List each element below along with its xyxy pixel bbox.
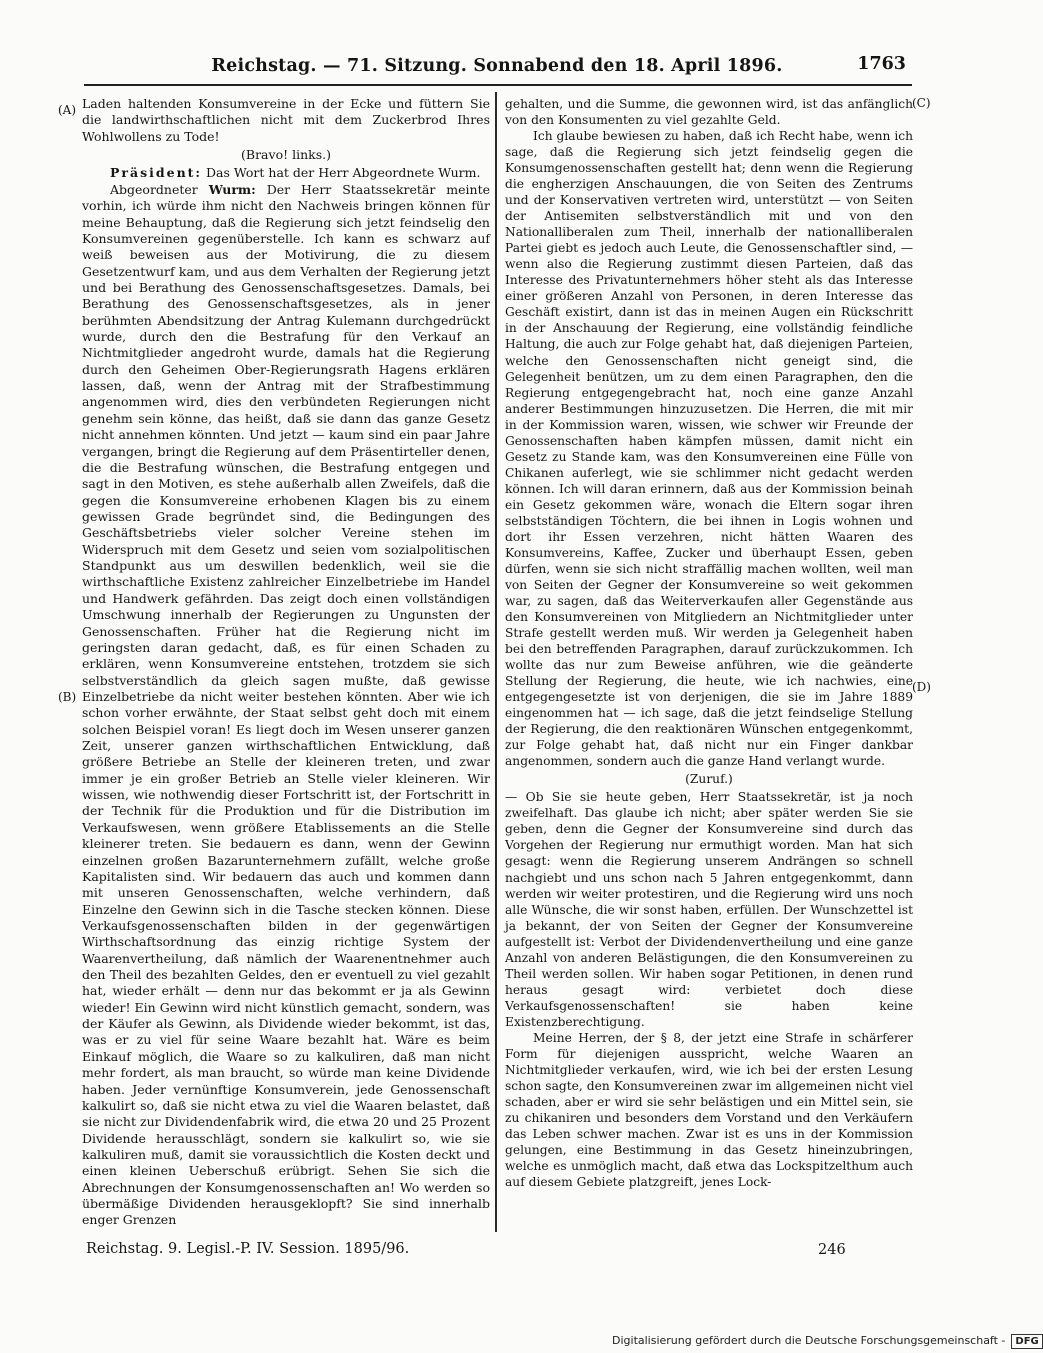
page-header — [84, 54, 910, 82]
interjection: (Zuruf.) — [685, 772, 733, 787]
margin-marker-c: (C) — [912, 96, 931, 110]
paragraph — [82, 182, 490, 1229]
footer-publication: Reichstag. 9. Legisl.-P. IV. Session. 1895/96. — [86, 1241, 410, 1257]
margin-marker-d: (D) — [912, 680, 931, 694]
column-rule — [495, 92, 497, 1232]
margin-marker-b: (B) — [58, 690, 77, 704]
right-column — [505, 96, 913, 1190]
paragraph — [82, 165, 490, 181]
paragraph: Laden haltenden Konsumvereine in der Ecke und füttern Sie die landwirthschaftlichen nicht mit dem Zuckerbrod Ihres Wohlwollens zu Tode! — [82, 96, 490, 144]
paragraph: Meine Herren, der § 8, der jetzt eine Strafe in schärferer Form für diejenigen ausspricht, welche Waaren an Nichtmitglieder verkaufen, wird, wie ich bei der ersten Lesung schon sagte, den Konsumvereinen zwar im allgemeinen nicht viel schaden, aber er wird sie sehr belästigen und ein Mittel sein, sie zu chikaniren und besonders dem Vorstand und den Verkäufern das Leben schwer machen. Zwar ist es uns in der Kommission gelungen, eine Bestimmung in das Gesetz hineinzubringen, welche es unmöglich macht, daß etwa das Lockspitzelthum auch auf diesem Gebiete platzgreift, jenes Lock- — [505, 1030, 913, 1190]
paragraph-text: Der Herr Staatssekretär meinte vorhin, ich würde ihm nicht den Nachweis bringen können für meine Behauptung, daß die Regierung sich jetzt feindselig den Konsumvereinen gegenüberstelle. Ich kann es schwarz auf weiß beweisen aus der Motivirung, die zu diesem Gesetzentwurf kam, und aus dem Verhalten der Regierung jetzt und bei Berathung des Genossenschaftsgesetzes. Damals, bei Berathung des Genossenschaftsgesetzes, als in jener berühmten Abendsitzung der Antrag Kulemann durchgedrückt wurde, durch den die Bestrafung für den Verkauf an Nichtmitglieder angedroht wurde, damals hat die Regierung durch den Geheimen Ober-Regierungsrath Hagens erklären lassen, daß, wenn der Antrag mit der Strafbestimmung angenommen wird, dies den verbündeten Regierungen nicht genehm sein könne, das heißt, daß sie dann das ganze Gesetz nicht annehmen könnten. Und jetzt — kaum sind ein paar Jahre vergangen, bringt die Regierung auf dem Präsentirteller denen, die die Bestrafung wünschen, die Bestrafung entgegen und sagt in den Motiven, es stehe außerhalb allen Zweifels, daß die gegen die Konsumvereine erhobenen Klagen bis zu einem gewissen Grade begründet sind, die Bedingungen des Geschäftsbetriebs vieler solcher Vereine stehen im Widerspruch mit dem Gesetz und seien vom sozialpolitischen Standpunkt aus um deswillen bedenklich, weil sie die wirthschaftliche Existenz zahlreicher Einzelbetriebe im Handel und Handwerk gefährden. Das zeigt doch einen vollständigen Umschwung innerhalb der Regierungen zu Ungunsten der Genossenschaften. Früher hat die Regierung nicht im geringsten daran gedacht, daß, es für einen Schaden zu erklären, wenn Konsumvereine entstehen, trotzdem sie sich selbstverständlich da gleich sagen mußte, daß gewisse Einzelbetriebe da nicht weiter bestehen könnten. Aber wie ich schon vorher erwähnte, der Staat selbst geht doch mit einem solchen Beispiel voran! Es liegt doch im Wesen unserer ganzen Zeit, unserer ganzen wirthschaftlichen Entwicklung, daß größere Betriebe an Stelle der kleineren treten, und zwar immer je ein großer Betrieb an Stelle vieler kleineren. Wir wissen, wie nothwendig dieser Fortschritt ist, der Fortschritt in der Technik für die Produktion und für die Distribution im Verkaufswesen, wenn größere Etablissements an die Stelle kleinerer treten. Sie bedauern es dann, wenn der Gewinn einzelnen großen Bazarunternehmern zufällt, welche große Kapitalisten sind. Wir bedauern das auch und kommen dann mit unseren Genossenschaften, welche verhindern, daß Einzelne den Gewinn sich in die Tasche stecken können. Diese Verkaufsgenossenschaften bilden in der gegenwärtigen Wirthschaftsordnung das einzig richtige System der Waarenvertheilung, daß nämlich der Waarenentnehmer auch den Theil des bezahlten Geldes, den er eventuell zu viel gezahlt hat, wieder erhält — denn nur das bekommt er ja als Gewinn wieder! Ein Gewinn wird nicht künstlich gemacht, sondern, was der Käufer als Gewinn, als Dividende wieder bekommt, ist das, was er zu viel für seine Waare bezahlt hat. Wäre es beim Einkauf möglich, die Waare so zu kalkuliren, daß man nicht mehr fordert, als man braucht, so würde man keine Dividende haben. Jeder vernünftige Konsumverein, jede Genossenschaft kalkulirt so, daß sie nicht etwa zu viel die Waaren belastet, daß sie nicht zur Dividendenfabrik wird, die etwa 20 und 25 Prozent Dividende herausschlägt, sondern sie kalkulirt so, wie sie kalkuliren muß, damit sie voraussichtlich die Kosten deckt und einen kleinen Ueberschuß erübrigt. Sehen Sie sich die Abrechnungen der Konsumgenossenschaften an! Wo werden so übermäßige Dividenden herausgeklopft? Sie sind innerhalb enger Grenzen — [82, 181, 490, 1228]
left-column — [82, 96, 490, 1229]
page-number: 1763 — [857, 54, 906, 74]
paragraph: gehalten, und die Summe, die gewonnen wird, ist das anfänglich von den Konsumenten zu viel gezahlte Geld. — [505, 97, 913, 128]
interjection: (Bravo! links.) — [241, 147, 331, 163]
running-title: Reichstag. — 71. Sitzung. Sonnabend den 18. April 1896. — [211, 56, 783, 76]
digitization-text: Digitalisierung gefördert durch die Deutsche Forschungsgemeinschaft - — [612, 1334, 1006, 1347]
paragraph: — Ob Sie sie heute geben, Herr Staatssekretär, ist ja noch zweifelhaft. Das glaube ich nicht; aber später werden Sie sie geben, denn die Gegner der Konsumvereine sind durch das Vorgehen der Regierung nur ermuthigt worden. Man hat sich gesagt: wenn die Regierung unserem Andrängen so schnell nachgiebt und uns schon nach 5 Jahren entgegenkommt, dann werden wir weiter protestiren, und die Regierung wird uns noch alle Wünsche, die wir sonst haben, erfüllen. Der Wunschzettel ist ja bekannt, der von Seiten der Gegner der Konsumvereine aufgestellt ist: Verbot der Dividendenvertheilung und eine ganze Anzahl von anderen Belästigungen, die den Konsumvereinen zu Theil werden sollen. Wir haben sogar Petitionen, in denen rund heraus gesagt wird: verbietet doch diese Verkaufsgenossenschaften! sie haben keine Existenzberechtigung. — [505, 790, 913, 1029]
speaker-label: Präsident: — [110, 165, 203, 181]
dfg-logo: DFG — [1011, 1334, 1042, 1349]
header-rule — [84, 84, 912, 86]
paragraph-text: Das Wort hat der Herr Abgeordnete Wurm. — [206, 165, 481, 181]
paragraph: Ich glaube bewiesen zu haben, daß ich Recht habe, wenn ich sage, daß die Regierung sich jetzt feindselig gegen die Konsumgenossenschaften gestellt hat; denn wenn die Regierung die engherzigen Anschauungen, die von Seiten des Zentrums und der Konservativen vertreten wird, unterstützt — von Seiten der Antisemiten selbstverständlich mit und von den Nationalliberalen zum Theil, innerhalb der nationalliberalen Partei giebt es jedoch auch Leute, die Genossenschaftler sind, — wenn also die Regierung zustimmt diesen Parteien, daß das Interesse des Privatunternehmers höher steht als das Interesse einer größeren Anzahl von Personen, in deren Interesse das Geschäft existirt, dann ist das in meinen Augen ein Rückschritt in der Anschauung der Regierung, eine vollständig feindliche Haltung, die auch zur Folge gehabt hat, daß diejenigen Parteien, welche den Genossenschaften nicht geneigt sind, die Gelegenheit benützen, um zu dem einen Paragraphen, den die Regierung entgegengebracht hat, noch eine ganze Anzahl anderer Bestimmungen hinzuzusetzen. Die Herren, die mit mir in der Kommission waren, wissen, wie schwer wir Freunde der Genossenschaften haben kämpfen müssen, damit nicht ein Gesetz zu Stande kam, was den Konsumvereinen eine Fülle von Chikanen auferlegt, wie sie schlimmer nicht gedacht werden können. Ich will daran erinnern, daß aus der Kommission beinah ein Gesetz gekommen wäre, wonach die Eltern sogar ihren selbstständigen Töchtern, die bei ihnen in Logis wohnen und dort ihr Essen verzehren, nicht hätten Waaren des Konsumvereins, Kaffee, Zucker und überhaupt Essen, geben dürfen, wenn sie sich nicht straffällig machen wollten, weil man von Seiten der Gegner der Konsumvereine so weit gekommen war, zu sagen, daß das Weiterverkaufen aller Gegenstände aus den Konsumvereinen von Mitgliedern an Nichtmitglieder unter Strafe gestellt werden muß. Wir werden ja Gelegenheit haben bei den betreffenden Paragraphen, darauf zurückzukommen. Ich wollte das nur zum Beweise anführen, wie die geänderte Stellung der Regierung, die heute, wie ich nachwies, eine entgegengesetzte ist von derjenigen, die sie im Jahre 1889 eingenommen hat — ich sage, daß die jetzt feindselige Stellung der Regierung, die den reaktionären Wünschen entgegenkommt, zur Folge gehabt hat, daß nicht nur ein Finger dankbar angenommen, sondern auch die ganze Hand verlangt wurde. — [505, 129, 913, 769]
margin-marker-a: (A) — [58, 103, 77, 117]
speaker-prefix: Abgeordneter — [110, 181, 198, 197]
speaker-name: Wurm: — [208, 181, 256, 197]
digitization-note — [612, 1334, 1043, 1349]
footer-signature: 246 — [818, 1242, 846, 1258]
